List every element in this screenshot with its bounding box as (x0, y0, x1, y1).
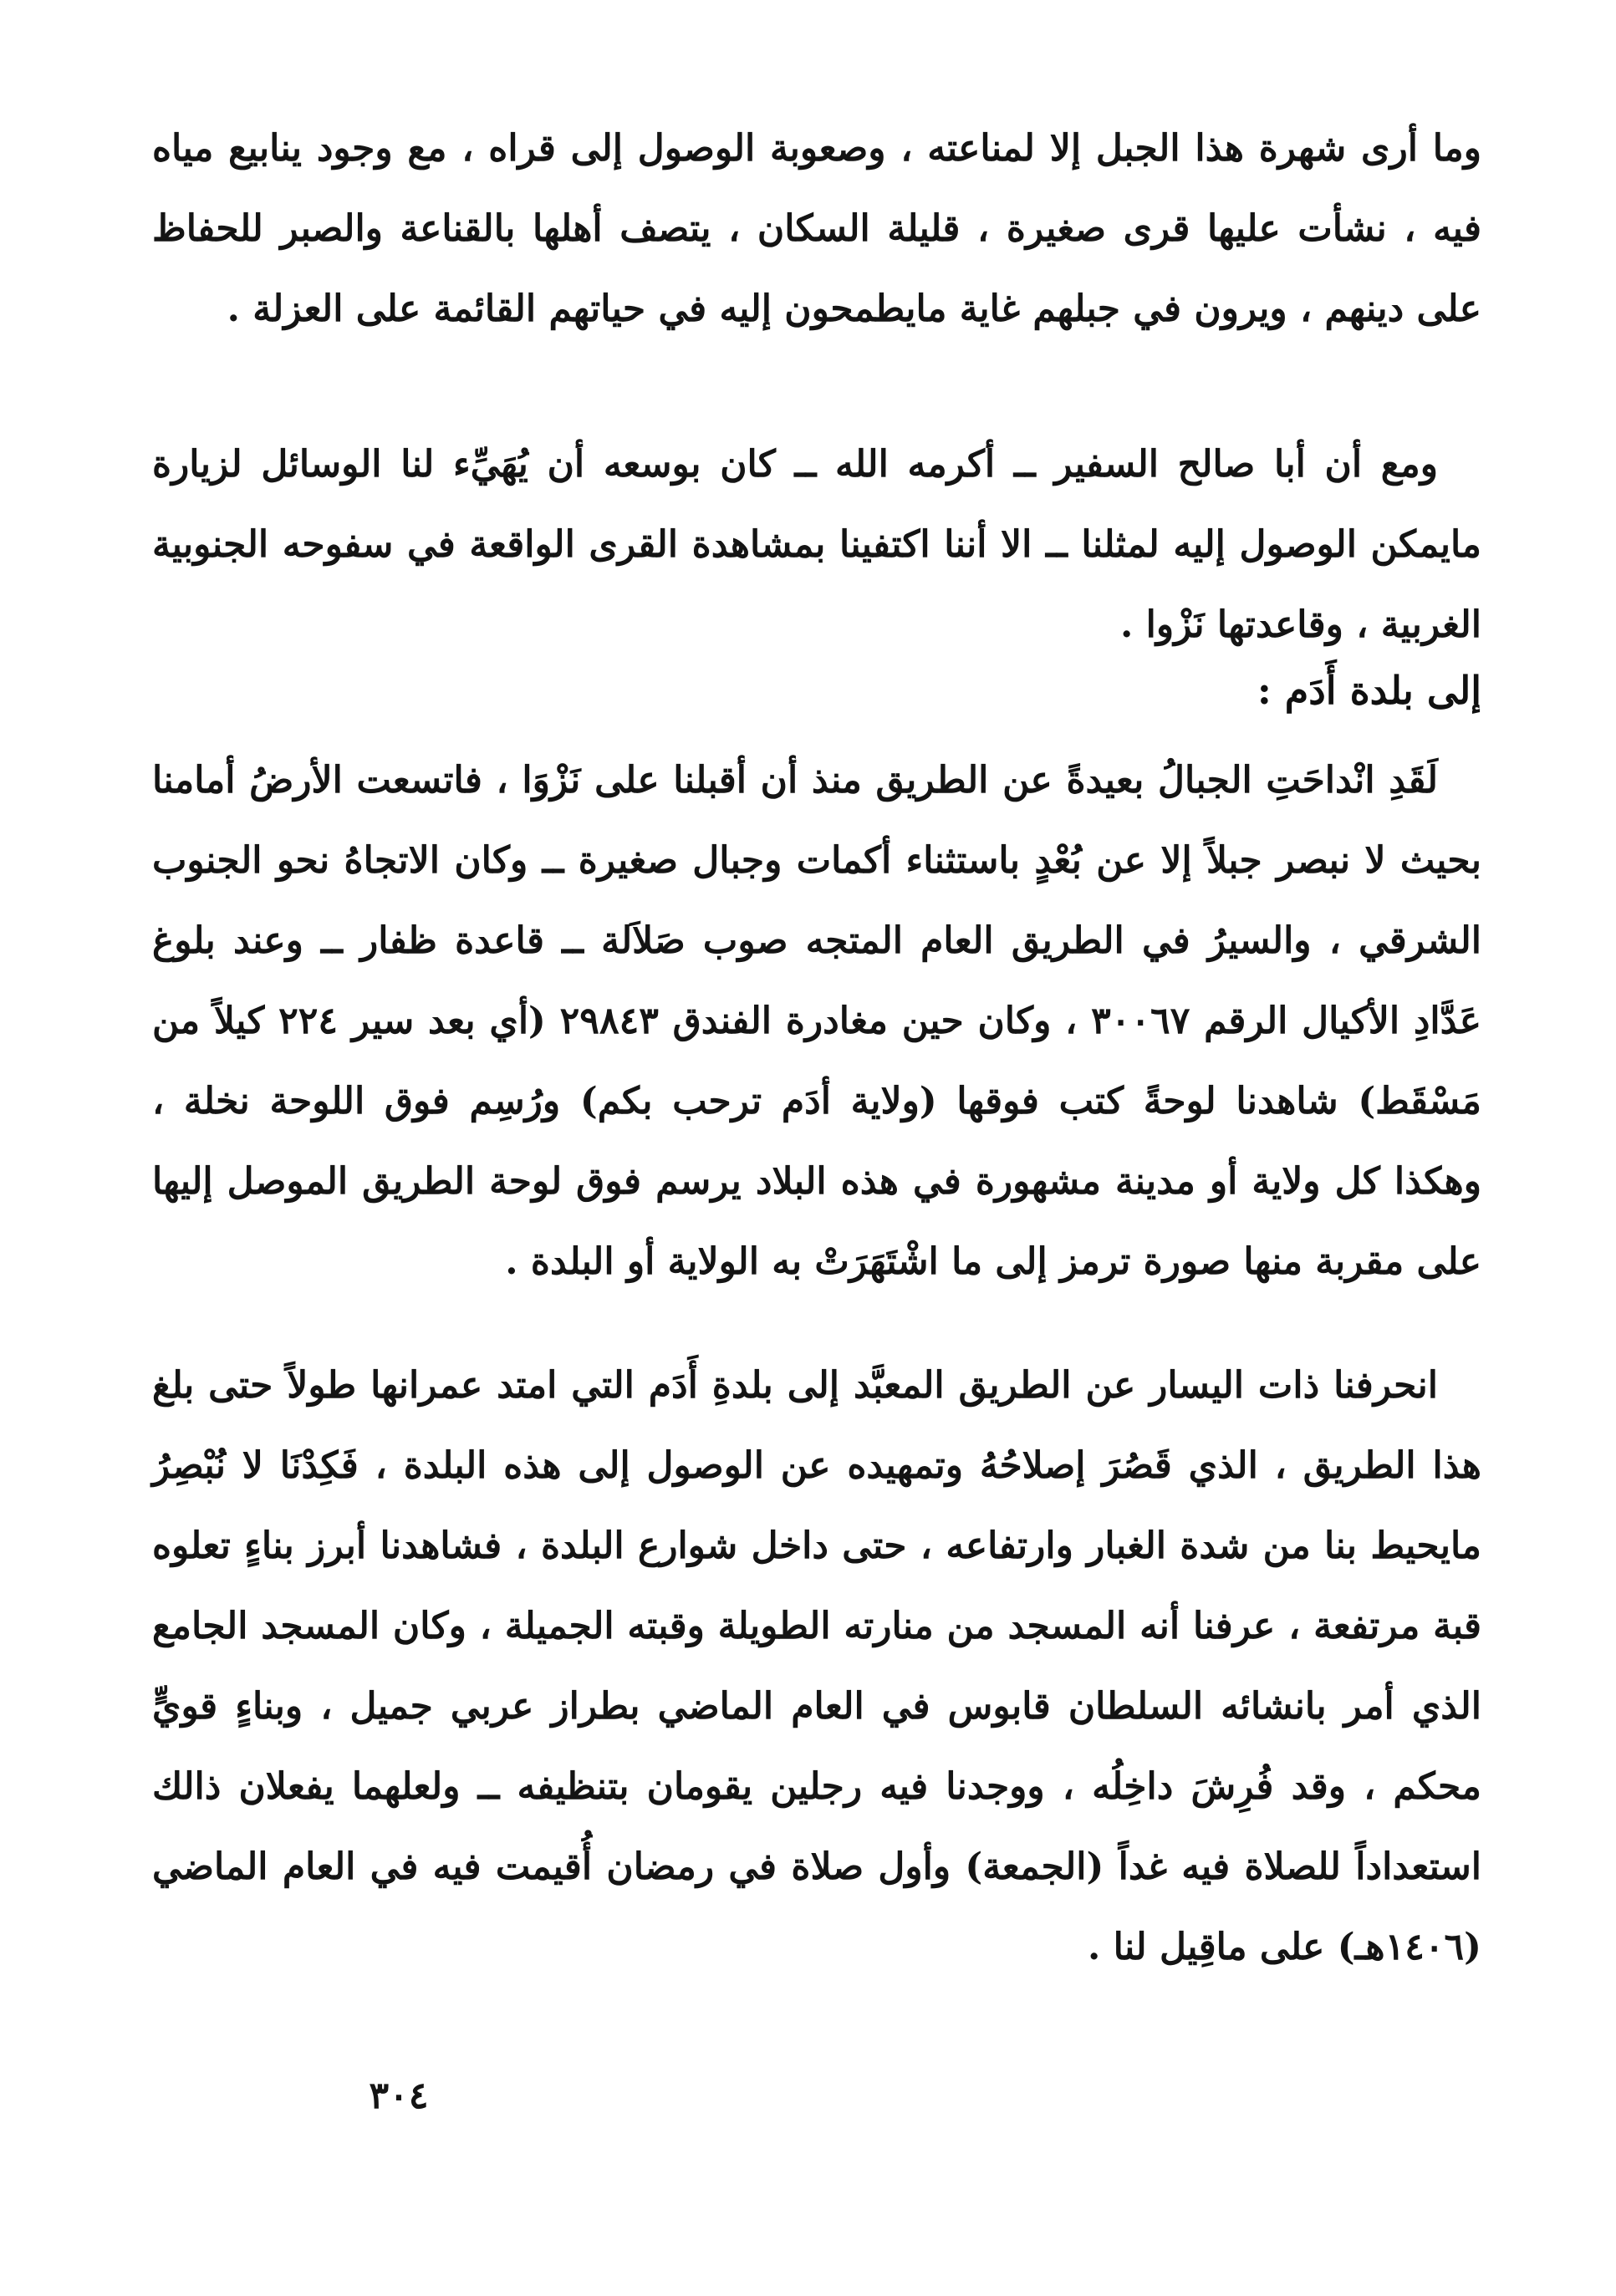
page-number: ٣٠٤ (369, 2075, 429, 2117)
section-heading: إلى بلدة أَدَم : (1257, 668, 1481, 713)
paragraph-block-2 (152, 425, 1481, 665)
paragraph-4: انحرفنا ذات اليسار عن الطريق المعبَّد إلى بلدةِ أَدَم التي امتد عمرانها طولاً حتى بلغ هذا الطريق ، الذي قَصُرَ إصلاحُهُ وتمهيده عن الوصول إلى هذه البلدة ، فَكِدْنَا لا نُبْصِرُ مايحيط بنا من شدة الغبار وارتفاعه ، حتى داخل شوارع البلدة ، فشاهدنا أبرز بناءٍ تعلوه قبة مرتفعة ، عرفنا أنه المسجد من منارته الطويلة وقبته الجميلة ، وكان المسجد الجامع الذي أمر بانشائه السلطان قابوس في العام الماضي بطراز عربي جميل ، وبناءٍ قويٍّ محكم ، وقد فُرِشَ داخِلُه ، ووجدنا فيه رجلين يقومان بتنظيفه ــ ولعلهما يفعلان ذالك استعداداً للصلاة فيه غداً (الجمعة) وأول صلاة في رمضان أُقيمت فيه في العام الماضي (١٤٠٦هـ) على ماقِيل لنا . (152, 1364, 1482, 1968)
paragraph-block-3 (152, 741, 1481, 1302)
paragraph-2: ومع أن أبا صالح السفير ــ أكرمه الله ــ كان بوسعه أن يُهَيِّء لنا الوسائل لزيارة مايمكن الوصول إليه لمثلنا ــ الا أننا اكتفينا بمشاهدة القرى الواقعة في سفوحه الجنوبية الغربية ، وقاعدتها نَزْوا . (152, 443, 1481, 646)
paragraph-block-top (152, 109, 1481, 349)
paragraph-block-4 (152, 1346, 1481, 1988)
paragraph-3: لَقَدِ انْداحَتِ الجبالُ بعيدةً عن الطريق منذ أن أقبلنا على نَزْوَا ، فاتسعت الأرضُ أمامنا بحيث لا نبصر جبلاً إلا عن بُعْدٍ باستثناء أكمات وجبال صغيرة ــ وكان الاتجاهُ نحو الجنوب الشرقي ، والسيرُ في الطريق العام المتجه صوب صَلاَلة ــ قاعدة ظفار ــ وعند بلوغ عَدَّادِ الأكيال الرقم ٣٠٠٦٧ ، وكان حين مغادرة الفندق ٢٩٨٤٣ (أي بعد سير ٢٢٤ كيلاً من مَسْقَط) شاهدنا لوحةً كتب فوقها (ولاية أدَم ترحب بكم) ورُسِم فوق اللوحة نخلة ، وهكذا كل ولاية أو مدينة مشهورة في هذه البلاد يرسم فوق لوحة الطريق الموصل إليها على مقربة منها صورة ترمز إلى ما اشْتَهَرَتْ به الولاية أو البلدة . (152, 759, 1482, 1283)
paragraph-1: وما أرى شهرة هذا الجبل إلا لمناعته ، وصعوبة الوصول إلى قراه ، مع وجود ينابيع مياه فيه ، نشأت عليها قرى صغيرة ، قليلة السكان ، يتصف أهلها بالقناعة والصبر للحفاظ على دينهم ، ويرون في جبلهم غاية مايطمحون إليه في حياتهم القائمة على العزلة . (152, 127, 1481, 330)
